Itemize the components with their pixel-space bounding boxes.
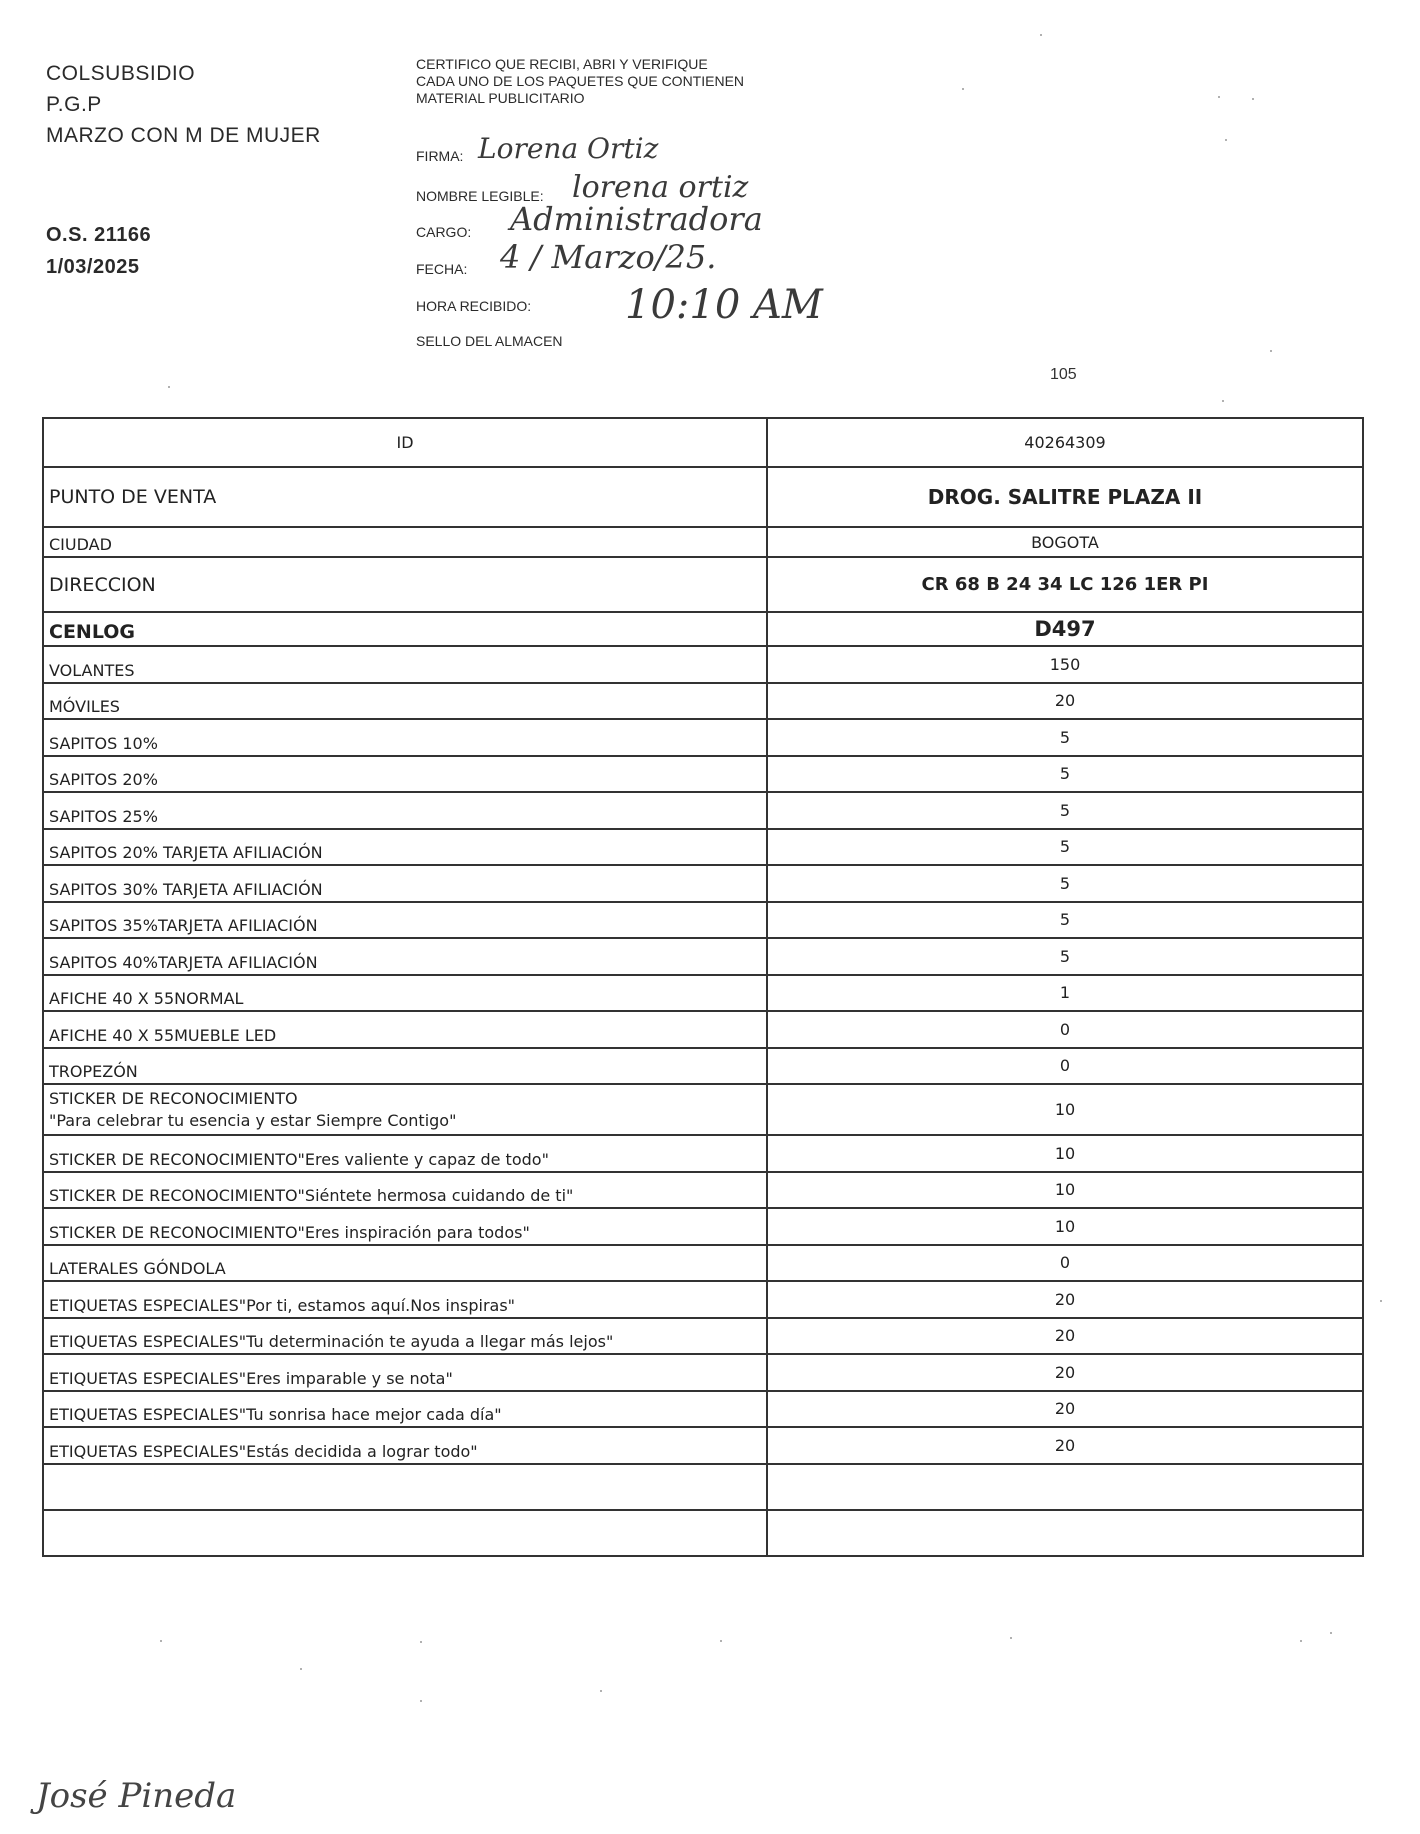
item-label: SAPITOS 25% bbox=[43, 792, 767, 829]
table-row-direccion bbox=[43, 557, 1363, 612]
table-row bbox=[43, 865, 1363, 902]
table-row bbox=[43, 1084, 1363, 1135]
item-quantity: 0 bbox=[767, 1048, 1363, 1085]
table-row bbox=[43, 975, 1363, 1012]
firma-field bbox=[416, 148, 463, 164]
item-label: ETIQUETAS ESPECIALES"Por ti, estamos aquí.Nos inspiras" bbox=[43, 1281, 767, 1318]
fecha-handwritten: 4 / Marzo/25. bbox=[500, 238, 717, 276]
item-label: ETIQUETAS ESPECIALES"Tu sonrisa hace mejor cada día" bbox=[43, 1391, 767, 1428]
company-code: P.G.P bbox=[46, 93, 102, 116]
sello-label: SELLO DEL ALMACEN bbox=[416, 333, 563, 349]
header-company-block bbox=[46, 58, 321, 278]
item-label: TROPEZÓN bbox=[43, 1048, 767, 1085]
empty-row bbox=[43, 1510, 1363, 1556]
scan-speck bbox=[300, 1668, 302, 1670]
item-label: STICKER DE RECONOCIMIENTO"Eres inspiración para todos" bbox=[43, 1208, 767, 1245]
item-label-line1: STICKER DE RECONOCIMIENTO bbox=[49, 1089, 298, 1108]
item-quantity: 20 bbox=[767, 683, 1363, 720]
cenlog-value: D497 bbox=[767, 612, 1363, 646]
table-row bbox=[43, 1011, 1363, 1048]
item-label: ETIQUETAS ESPECIALES"Estás decidida a lograr todo" bbox=[43, 1427, 767, 1464]
punto-label: PUNTO DE VENTA bbox=[43, 467, 767, 527]
scan-speck bbox=[600, 1690, 602, 1692]
table-row bbox=[43, 1172, 1363, 1209]
item-label: SAPITOS 10% bbox=[43, 719, 767, 756]
item-label: AFICHE 40 X 55MUEBLE LED bbox=[43, 1011, 767, 1048]
empty-cell bbox=[767, 1464, 1363, 1510]
company-name: COLSUBSIDIO bbox=[46, 62, 196, 85]
scan-speck bbox=[160, 1640, 162, 1642]
punto-value: DROG. SALITRE PLAZA II bbox=[767, 467, 1363, 527]
item-quantity: 20 bbox=[767, 1318, 1363, 1355]
item-label: LATERALES GÓNDOLA bbox=[43, 1245, 767, 1282]
ciudad-value: BOGOTA bbox=[767, 527, 1363, 557]
scan-speck bbox=[1300, 1640, 1302, 1642]
item-label: STICKER DE RECONOCIMIENTO"Eres valiente y capaz de todo" bbox=[43, 1135, 767, 1172]
table-row bbox=[43, 938, 1363, 975]
direccion-label: DIRECCION bbox=[43, 557, 767, 612]
scan-speck bbox=[1218, 96, 1220, 98]
firma-signature: Lorena Ortiz bbox=[478, 132, 659, 165]
campaign-name: MARZO CON M DE MUJER bbox=[46, 124, 321, 147]
fecha-label: FECHA: bbox=[416, 261, 468, 277]
id-value: 40264309 bbox=[767, 418, 1363, 467]
scan-speck bbox=[720, 1640, 722, 1642]
table-row bbox=[43, 1391, 1363, 1428]
empty-row bbox=[43, 1464, 1363, 1510]
item-quantity: 5 bbox=[767, 902, 1363, 939]
direccion-value: CR 68 B 24 34 LC 126 1ER PI bbox=[767, 557, 1363, 612]
table-row-cenlog bbox=[43, 612, 1363, 646]
item-quantity: 20 bbox=[767, 1391, 1363, 1428]
ciudad-label: CIUDAD bbox=[43, 527, 767, 557]
scan-speck bbox=[962, 88, 964, 90]
table-row bbox=[43, 646, 1363, 683]
item-label-line2: "Para celebrar tu esencia y estar Siempre Contigo" bbox=[49, 1111, 457, 1130]
table-row bbox=[43, 792, 1363, 829]
item-quantity: 10 bbox=[767, 1172, 1363, 1209]
hora-handwritten: 10:10 AM bbox=[625, 282, 823, 328]
item-quantity: 20 bbox=[767, 1354, 1363, 1391]
item-label: SAPITOS 20% bbox=[43, 756, 767, 793]
item-label: ETIQUETAS ESPECIALES"Tu determinación te ayuda a llegar más lejos" bbox=[43, 1318, 767, 1355]
table-row bbox=[43, 1281, 1363, 1318]
scan-speck bbox=[1270, 350, 1272, 352]
item-label: STICKER DE RECONOCIMIENTO"Siéntete hermosa cuidando de ti" bbox=[43, 1172, 767, 1209]
item-quantity: 20 bbox=[767, 1281, 1363, 1318]
nombre-handwritten: lorena ortiz bbox=[572, 170, 749, 205]
firma-label: FIRMA: bbox=[416, 148, 464, 164]
table-row-punto bbox=[43, 467, 1363, 527]
scan-speck bbox=[1225, 139, 1227, 141]
table-row bbox=[43, 1048, 1363, 1085]
scan-speck bbox=[168, 386, 170, 388]
cargo-field bbox=[416, 224, 471, 240]
table-row bbox=[43, 1135, 1363, 1172]
hora-field bbox=[416, 298, 531, 314]
scan-speck bbox=[1380, 1300, 1382, 1302]
item-quantity: 0 bbox=[767, 1245, 1363, 1282]
table-row bbox=[43, 756, 1363, 793]
table-row bbox=[43, 1427, 1363, 1464]
item-quantity: 5 bbox=[767, 865, 1363, 902]
scan-speck bbox=[1252, 98, 1254, 100]
delivery-table bbox=[42, 417, 1364, 1557]
order-number: O.S. 21166 bbox=[46, 224, 152, 246]
certificate-text: CERTIFICO QUE RECIBI, ABRI Y VERIFIQUE CADA UNO DE LOS PAQUETES QUE CONTIENEN MATERIAL PUBLICITARIO bbox=[416, 56, 745, 106]
item-quantity: 10 bbox=[767, 1084, 1363, 1135]
nombre-label: NOMBRE LEGIBLE: bbox=[416, 188, 544, 204]
item-quantity: 5 bbox=[767, 792, 1363, 829]
scan-speck bbox=[1010, 1637, 1012, 1639]
item-label: SAPITOS 30% TARJETA AFILIACIÓN bbox=[43, 865, 767, 902]
scan-speck bbox=[1222, 400, 1224, 402]
item-quantity: 10 bbox=[767, 1135, 1363, 1172]
item-quantity: 5 bbox=[767, 719, 1363, 756]
item-label: ETIQUETAS ESPECIALES"Eres imparable y se nota" bbox=[43, 1354, 767, 1391]
cenlog-label: CENLOG bbox=[43, 612, 767, 646]
hora-label: HORA RECIBIDO: bbox=[416, 298, 532, 314]
item-quantity: 5 bbox=[767, 938, 1363, 975]
item-quantity: 0 bbox=[767, 1011, 1363, 1048]
table-row bbox=[43, 1354, 1363, 1391]
item-quantity: 10 bbox=[767, 1208, 1363, 1245]
table-row bbox=[43, 829, 1363, 866]
sello-field bbox=[416, 333, 563, 349]
id-label: ID bbox=[43, 418, 767, 467]
empty-cell bbox=[767, 1510, 1363, 1556]
table-row bbox=[43, 719, 1363, 756]
empty-cell bbox=[43, 1510, 767, 1556]
cargo-label: CARGO: bbox=[416, 224, 472, 240]
item-quantity: 150 bbox=[767, 646, 1363, 683]
item-quantity: 20 bbox=[767, 1427, 1363, 1464]
item-label: SAPITOS 35%TARJETA AFILIACIÓN bbox=[43, 902, 767, 939]
item-label: SAPITOS 40%TARJETA AFILIACIÓN bbox=[43, 938, 767, 975]
scan-speck bbox=[420, 1641, 422, 1643]
item-label bbox=[43, 1084, 767, 1135]
table-row bbox=[43, 683, 1363, 720]
item-label: AFICHE 40 X 55NORMAL bbox=[43, 975, 767, 1012]
order-date: 1/03/2025 bbox=[46, 256, 140, 278]
scan-speck bbox=[420, 1700, 422, 1702]
table-row bbox=[43, 1318, 1363, 1355]
table-row bbox=[43, 1208, 1363, 1245]
empty-cell bbox=[43, 1464, 767, 1510]
item-quantity: 5 bbox=[767, 756, 1363, 793]
table-row-ciudad bbox=[43, 527, 1363, 557]
scan-speck bbox=[1330, 1632, 1332, 1634]
item-label: VOLANTES bbox=[43, 646, 767, 683]
table-row bbox=[43, 1245, 1363, 1282]
table-row bbox=[43, 902, 1363, 939]
cargo-handwritten: Administradora bbox=[510, 200, 763, 238]
item-quantity: 5 bbox=[767, 829, 1363, 866]
fecha-field bbox=[416, 261, 467, 277]
item-label: MÓVILES bbox=[43, 683, 767, 720]
item-quantity: 1 bbox=[767, 975, 1363, 1012]
bottom-signature: José Pineda bbox=[36, 1776, 237, 1816]
page-number: 105 bbox=[1050, 366, 1077, 383]
scan-speck bbox=[1040, 34, 1042, 36]
item-label: SAPITOS 20% TARJETA AFILIACIÓN bbox=[43, 829, 767, 866]
table-row-id bbox=[43, 418, 1363, 467]
